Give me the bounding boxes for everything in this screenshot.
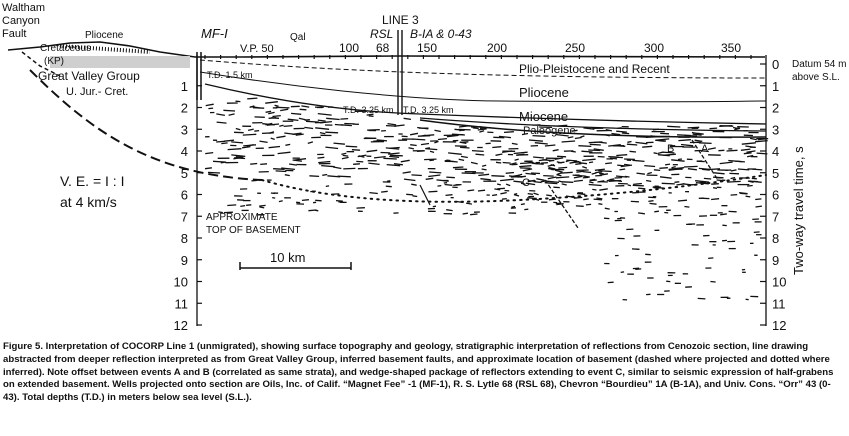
velocity-label: at 4 km/s bbox=[60, 194, 117, 210]
qal-label: Qal bbox=[290, 32, 306, 43]
rsl-num-label: 68 bbox=[376, 41, 390, 55]
right-depth-tick-11: 11 bbox=[772, 296, 786, 312]
right-depth-tick-5: 5 bbox=[772, 165, 780, 181]
basement-label-line2: TOP OF BASEMENT bbox=[206, 225, 301, 236]
vp-label: V.P. 50 bbox=[240, 43, 274, 55]
right-depth-tick-10: 10 bbox=[772, 274, 787, 290]
vp-tick-250: 250 bbox=[565, 41, 586, 55]
fault-label-line3: Fault bbox=[2, 28, 27, 40]
ve-label: V. E. = I : I bbox=[60, 173, 125, 189]
unit-plio-pleistocene: Plio-Pleistocene and Recent bbox=[519, 62, 670, 76]
event-b: B bbox=[667, 143, 675, 155]
rsl-label: RSL bbox=[370, 27, 394, 41]
right-depth-tick-12: 12 bbox=[772, 318, 787, 333]
y-axis-title: Two-way travel time, s bbox=[791, 146, 806, 275]
pliocene-surface-label: Pliocene bbox=[85, 30, 124, 41]
left-depth-tick-7: 7 bbox=[180, 209, 188, 225]
fault-label-line1: Waltham bbox=[2, 2, 45, 14]
basement-dotted-line bbox=[262, 175, 766, 202]
right-depth-tick-2: 2 bbox=[772, 100, 780, 116]
fault-basement-1 bbox=[420, 185, 430, 205]
datum-label-line1: Datum 54 m bbox=[792, 59, 847, 70]
td-b1a: T.D. 3.25 km bbox=[403, 105, 454, 115]
fault-label-line2: Canyon bbox=[2, 15, 40, 27]
scale-label: 10 km bbox=[270, 250, 306, 265]
basement-dashed-line bbox=[30, 70, 262, 180]
left-depth-tick-5: 5 bbox=[180, 165, 188, 181]
datum-label-line2: above S.L. bbox=[792, 72, 840, 83]
left-depth-tick-4: 4 bbox=[180, 144, 188, 159]
unit-paleogene: Paleogene bbox=[523, 125, 576, 137]
right-depth-tick-9: 9 bbox=[772, 252, 780, 268]
cretaceous-label: Cretaceous bbox=[40, 43, 92, 54]
left-depth-tick-11: 11 bbox=[174, 296, 188, 312]
left-depth-tick-10: 10 bbox=[173, 274, 188, 290]
right-depth-tick-4: 4 bbox=[772, 144, 780, 159]
jurassic-label: U. Jur.- Cret. bbox=[66, 86, 129, 98]
td-mf1: T.D. 1.5 km bbox=[207, 70, 253, 80]
left-depth-tick-1: 1 bbox=[180, 78, 188, 94]
horizon-base-pliocene bbox=[200, 72, 766, 102]
kp-label: (KP) bbox=[44, 56, 64, 67]
event-c: C bbox=[522, 177, 530, 189]
vp-tick-300: 300 bbox=[644, 41, 665, 55]
right-depth-tick-6: 6 bbox=[772, 187, 780, 203]
b1a-label: B-IA & 0-43 bbox=[410, 27, 472, 41]
left-depth-tick-9: 9 bbox=[180, 252, 188, 268]
right-depth-tick-0: 0 bbox=[772, 57, 780, 72]
event-a: A bbox=[701, 143, 709, 155]
left-depth-tick-3: 3 bbox=[180, 122, 188, 138]
unit-pliocene: Pliocene bbox=[519, 85, 569, 100]
right-depth-tick-3: 3 bbox=[772, 122, 780, 138]
left-depth-labels bbox=[174, 79, 188, 333]
horizon-base-plio-pleistocene bbox=[200, 60, 766, 78]
left-depth-tick-12: 12 bbox=[173, 318, 188, 333]
unit-miocene: Miocene bbox=[519, 109, 569, 124]
right-axis bbox=[760, 55, 766, 326]
right-depth-labels bbox=[772, 57, 786, 333]
well-rsl68 bbox=[398, 30, 402, 115]
right-depth-tick-7: 7 bbox=[772, 209, 780, 225]
vp-tick-200: 200 bbox=[487, 41, 508, 55]
left-depth-tick-6: 6 bbox=[180, 187, 188, 203]
line3-label: LINE 3 bbox=[382, 13, 419, 27]
left-depth-tick-8: 8 bbox=[180, 231, 188, 246]
figure-caption: Figure 5. Interpretation of COCORP Line 1 (unmigrated), showing surface topography and geology, stratigraphic interpretation of reflections from Cenozoic section, line drawing abstracted from deeper reflection interpreted as from Great Valley Group, inferred basement faults, and approximate location of basement (dashed where projected and dotted where inferred). Note offset between events A and B (correlated as same strata), and wedge-shaped package of reflectors extending to event C, similar to seismic expression of half-grabens on extended basement. Wells projected onto section are Oils, Inc. of Calif. “Magnet Fee” -1 (MF-1), R. S. Lytle 68 (RSL 68), Chevron “Bourdieu” 1A (B-1A), and Univ. Cons. “Orr” 43 (0-43). Total depths (T.D.) in meters below sea level (S.L.). bbox=[3, 341, 834, 404]
horizon-base-miocene bbox=[205, 84, 766, 124]
left-depth-tick-2: 2 bbox=[180, 100, 188, 116]
td-rsl: T.D. 3.25 km bbox=[343, 105, 394, 115]
right-depth-tick-1: 1 bbox=[772, 78, 780, 94]
great-valley-label: Great Valley Group bbox=[38, 69, 140, 83]
kp-stipple bbox=[50, 56, 190, 68]
well-mf1-label: MF-I bbox=[201, 26, 228, 41]
vp-tick-100: 100 bbox=[339, 41, 360, 55]
basement-label-line1: APPROXIMATE bbox=[206, 212, 278, 223]
right-depth-tick-8: 8 bbox=[772, 231, 780, 246]
vp-tick-350: 350 bbox=[721, 41, 742, 55]
vp-tick-150: 150 bbox=[417, 41, 438, 55]
